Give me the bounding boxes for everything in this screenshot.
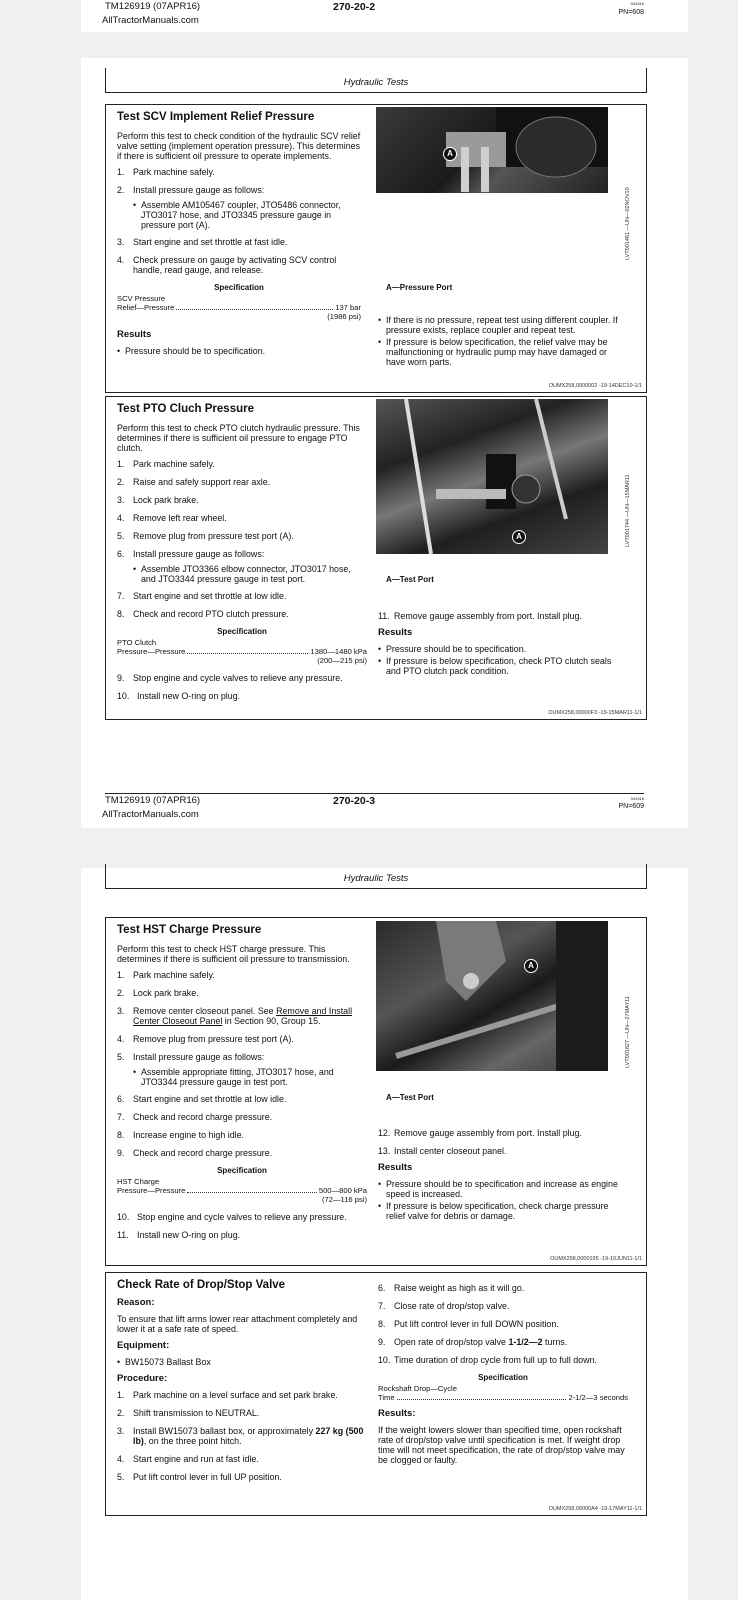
- hst-step: 12. Remove gauge assembly from port. Install plug.: [378, 1128, 582, 1138]
- pto-test-port-illustration: [376, 399, 608, 554]
- pto-step: 9. Stop engine and cycle valves to relieve any pressure.: [117, 673, 343, 683]
- scv-spec: SCV Pressure Relief—Pressure 137 bar (1986 psi): [117, 294, 361, 321]
- hst-left-column: [117, 924, 367, 1248]
- scv-results-heading: Results: [117, 329, 152, 340]
- pto-right-bullet: • If pressure is below specification, check PTO clutch seals and PTO clutch pack condition.: [378, 656, 612, 676]
- pn-small: 041916: [630, 1, 644, 6]
- callout-a: A: [512, 530, 526, 544]
- hst-step: 3. Remove center closeout panel. See Remove and Install Center Closeout Panel in Section 90, Group 15.: [117, 1006, 353, 1026]
- pto-intro: Perform this test to check PTO clutch hydraulic pressure. This determines if there is sufficient oil pressure to engage PTO clutch.: [117, 423, 360, 453]
- scv-right-bullet: • If pressure is below specification, the relief valve may be malfunctioning or hydraulic pump may have damaged or have worn parts.: [378, 337, 608, 367]
- equipment-heading: Equipment:: [117, 1340, 170, 1351]
- hst-photo-caption: A—Test Port: [386, 1093, 434, 1102]
- pto-step: 3. Lock park brake.: [117, 495, 199, 505]
- hst-doc-code: OUMX258,0000195 -19-10JUN11-1/1: [550, 1256, 642, 1262]
- footer-site: AllTractorManuals.com: [102, 809, 199, 820]
- pressure-port-photo: [376, 107, 608, 193]
- section-title: Hydraulic Tests: [343, 873, 409, 884]
- drop-step: 7. Close rate of drop/stop valve.: [378, 1301, 510, 1311]
- callout-a: A: [524, 959, 538, 973]
- equipment-item: • BW15073 Ballast Box: [117, 1357, 211, 1367]
- pto-step: 4. Remove left rear wheel.: [117, 513, 227, 523]
- hst-spec-heading: Specification: [217, 1166, 267, 1175]
- scv-photo-code: LVT001461 —UN—02NOV10: [625, 187, 631, 260]
- page-number: 270-20-2: [333, 1, 376, 13]
- drop-step: 10. Time duration of drop cycle from full up to full down.: [378, 1355, 597, 1365]
- hst-step: 1. Park machine safely.: [117, 970, 215, 980]
- hst-intro: Perform this test to check HST charge pressure. This determines if there is sufficient oil pressure to transmission.: [117, 944, 350, 964]
- drop-stop-box: [105, 1272, 647, 1516]
- pto-left-column: [117, 403, 367, 709]
- pto-substep: • Assemble JTO3366 elbow connector, JTO3017 hose, and JTO3344 pressure gauge in test port.: [133, 564, 351, 584]
- drop-doc-code: OUMX258,00000A4 -19-17MAY11-1/1: [548, 1506, 642, 1512]
- pto-right-bullet: • Pressure should be to specification.: [378, 644, 527, 654]
- scv-step: 2. Install pressure gauge as follows:: [117, 185, 265, 195]
- pto-step: 10. Install new O-ring on plug.: [117, 691, 241, 701]
- scv-step: 3. Start engine and set throttle at fast idle.: [117, 237, 288, 247]
- pto-step: 8. Check and record PTO clutch pressure.: [117, 609, 289, 619]
- hst-step: 11. Install new O-ring on plug.: [117, 1230, 241, 1240]
- hst-step: 7. Check and record charge pressure.: [117, 1112, 273, 1122]
- hst-test-port-illustration: [376, 921, 608, 1071]
- manual-page-b: [81, 868, 688, 1600]
- section-title: Hydraulic Tests: [343, 77, 409, 88]
- hst-substep: • Assemble appropriate fitting, JTO3017 hose, and JTO3344 pressure gauge in test port.: [133, 1067, 334, 1087]
- pto-photo-caption: A—Test Port: [386, 575, 434, 584]
- doc-id: TM126919 (07APR16): [105, 1, 201, 12]
- page-top-strip: [81, 0, 688, 32]
- pto-spec: PTO Clutch Pressure—Pressure 1380—1480 kPa (200—215 psi): [117, 638, 367, 665]
- scv-result: • Pressure should be to specification.: [117, 346, 266, 356]
- hst-right-bullet: • Pressure should be to specification and increase as engine speed is increased.: [378, 1179, 618, 1199]
- footer-doc-id: TM126919 (07APR16): [105, 795, 201, 806]
- hst-step: 9. Check and record charge pressure.: [117, 1148, 273, 1158]
- section-title-box: [105, 864, 647, 889]
- section-title-box: [105, 68, 647, 93]
- scv-spec-heading: Specification: [214, 283, 264, 292]
- pto-step: 11. Remove gauge assembly from port. Install plug.: [378, 611, 582, 621]
- pto-spec-heading: Specification: [217, 627, 267, 636]
- pto-photo-code: LVT001744 —UN—15MAR11: [625, 474, 631, 547]
- pto-results-heading: Results: [378, 627, 413, 638]
- scv-title: Test SCV Implement Relief Pressure: [117, 111, 315, 123]
- pto-step: 7. Start engine and set throttle at low idle.: [117, 591, 287, 601]
- scv-intro: Perform this test to check condition of the hydraulic SCV relief valve setting (implement operation pressure). This determines if there is sufficient oil pressure to operate implements.: [117, 131, 361, 161]
- pressure-port-illustration: [376, 107, 608, 193]
- hst-step: 8. Increase engine to high idle.: [117, 1130, 245, 1140]
- scv-photo-caption: A—Pressure Port: [386, 283, 453, 292]
- drop-step: 4. Start engine and run at fast idle.: [117, 1454, 259, 1464]
- pto-step: 2. Raise and safely support rear axle.: [117, 477, 271, 487]
- drop-step: 6. Raise weight as high as it will go.: [378, 1283, 525, 1293]
- drop-step: 9. Open rate of drop/stop valve 1-1/2—2 turns.: [378, 1337, 568, 1347]
- drop-results-heading: Results:: [378, 1408, 416, 1419]
- pto-step: 6. Install pressure gauge as follows:: [117, 549, 265, 559]
- scv-right-column: [378, 315, 628, 369]
- pto-doc-code: OUMX258,00000F3 -19-15MAR11-1/1: [548, 710, 642, 716]
- scv-right-bullet: • If there is no pressure, repeat test using different coupler. If pressure exists, replace coupler and repeat test.: [378, 315, 618, 335]
- drop-step: 8. Put lift control lever in full DOWN position.: [378, 1319, 559, 1329]
- pto-test-box: [105, 396, 647, 720]
- hst-step: 5. Install pressure gauge as follows:: [117, 1052, 265, 1062]
- scv-test-box: [105, 104, 647, 393]
- hst-photo-code: LVT001827 —UN—27MAY11: [625, 996, 631, 1068]
- scv-step: 1. Park machine safely.: [117, 167, 215, 177]
- hst-step: 10. Stop engine and cycle valves to relieve any pressure.: [117, 1212, 347, 1222]
- drop-step: 1. Park machine on a level surface and set park brake.: [117, 1390, 338, 1400]
- hst-results-heading: Results: [378, 1162, 413, 1173]
- pto-step: 1. Park machine safely.: [117, 459, 215, 469]
- hst-title: Test HST Charge Pressure: [117, 924, 262, 936]
- hst-right-bullet: • If pressure is below specification, check charge pressure relief valve for debris or damage.: [378, 1201, 609, 1221]
- pto-title: Test PTO Cluch Pressure: [117, 403, 254, 415]
- scv-step: 4. Check pressure on gauge by activating SCV control handle, read gauge, and release.: [117, 255, 337, 275]
- closeout-panel-link[interactable]: Remove and Install Center Closeout Panel: [133, 1006, 353, 1026]
- drop-results-text: If the weight lowers slower than specified time, open rockshaft rate of drop/stop valve until specification is met. If weight drop time will not meet specification, the rate of drop/stop valve may be clogged or faulty.: [378, 1425, 625, 1465]
- hst-step: 13. Install center closeout panel.: [378, 1146, 507, 1156]
- footer-pn: PN=609: [618, 803, 644, 810]
- pto-test-port-photo: [376, 399, 608, 554]
- footer-pn-small: 041916: [630, 796, 644, 801]
- hst-step: 4. Remove plug from pressure test port (A).: [117, 1034, 294, 1044]
- drop-title: Check Rate of Drop/Stop Valve: [117, 1279, 286, 1291]
- drop-step: 2. Shift transmission to NEUTRAL.: [117, 1408, 260, 1418]
- hst-step: 6. Start engine and set throttle at low idle.: [117, 1094, 287, 1104]
- footer-page-number: 270-20-3: [333, 795, 376, 807]
- pn-number: PN=608: [618, 9, 644, 16]
- scv-doc-code: OUMX258,0000002 -19-14DEC10-1/1: [548, 383, 642, 389]
- hst-test-box: [105, 917, 647, 1266]
- drop-step: 3. Install BW15073 ballast box, or approximately 227 kg (500 lb), on the three point hitch.: [117, 1426, 364, 1446]
- pto-step: 5. Remove plug from pressure test port (A).: [117, 531, 294, 541]
- procedure-heading: Procedure:: [117, 1373, 168, 1384]
- site-name: AllTractorManuals.com: [102, 15, 199, 26]
- drop-left-column: [117, 1279, 367, 1490]
- pto-right-column: [378, 611, 628, 678]
- reason-text: To ensure that lift arms lower rear attachment completely and lower it at a safe rate of speed.: [117, 1314, 358, 1334]
- callout-a: A: [443, 147, 457, 161]
- hst-spec: HST Charge Pressure—Pressure 500—800 kPa (72—116 psi): [117, 1177, 367, 1204]
- drop-step: 5. Put lift control lever in full UP position.: [117, 1472, 282, 1482]
- drop-spec-heading: Specification: [478, 1373, 528, 1382]
- reason-heading: Reason:: [117, 1297, 155, 1308]
- hst-right-column: [378, 1128, 628, 1223]
- scv-substep: • Assemble AM105467 coupler, JTO5486 connector, JTO3017 hose, and JTO3345 pressure gauge in pressure port (A).: [133, 200, 341, 230]
- drop-right-column: [378, 1283, 628, 1471]
- manual-page-a: [81, 58, 688, 828]
- footer-rule: [105, 793, 644, 794]
- drop-spec: Rockshaft Drop—Cycle Time 2-1/2—3 seconds: [378, 1384, 628, 1402]
- scv-left-column: [117, 111, 361, 358]
- hst-test-port-photo: [376, 921, 608, 1071]
- hst-step: 2. Lock park brake.: [117, 988, 199, 998]
